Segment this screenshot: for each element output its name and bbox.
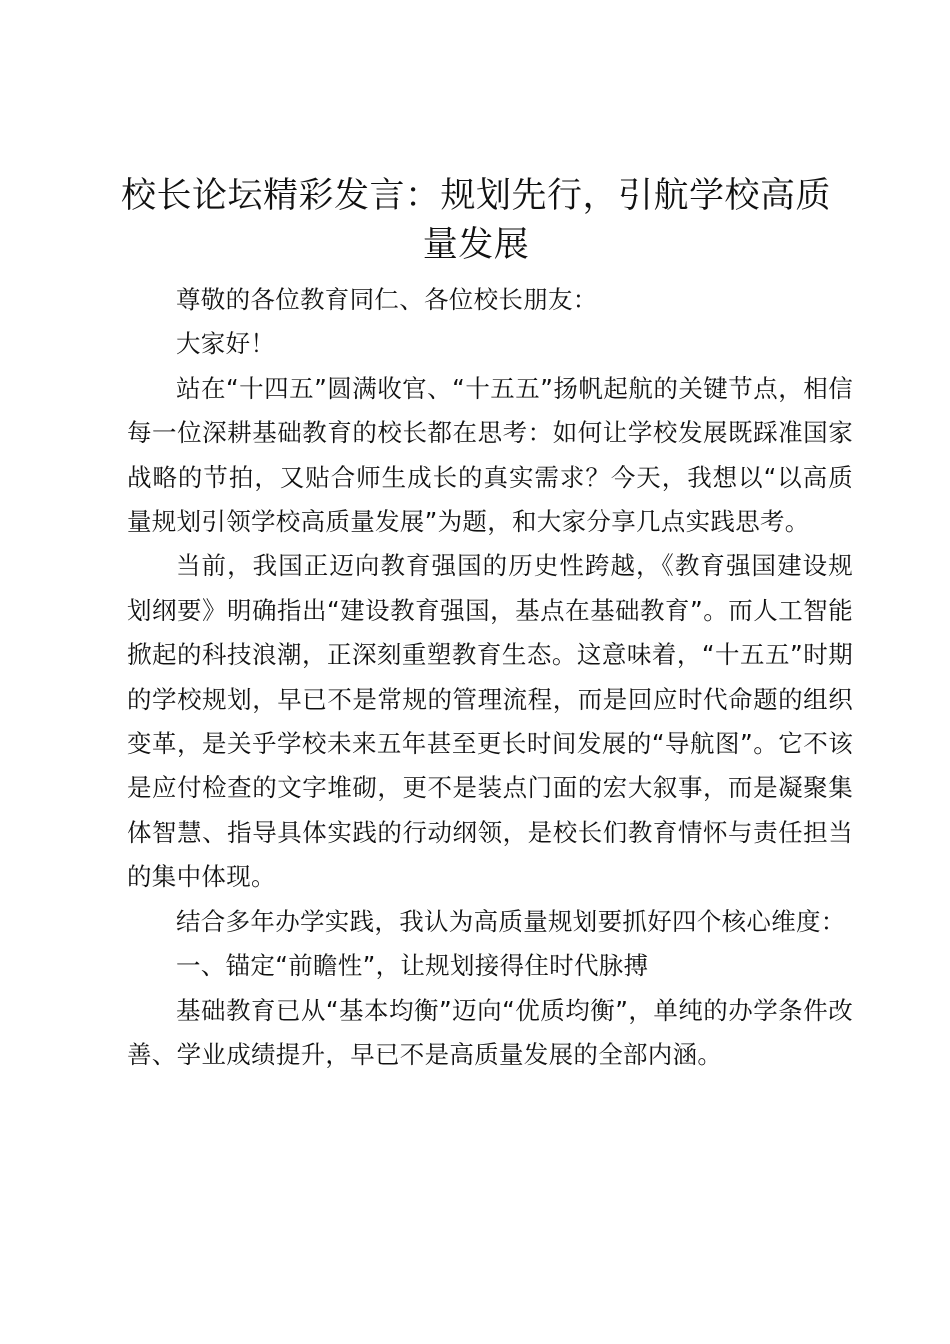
body-paragraph: 当前，我国正迈向教育强国的历史性跨越，《教育强国建设规划纲要》明确指出“建设教育强国，基点在基础教育”。而人工智能掀起的科技浪潮，正深刻重塑教育生态。这意味着，“十五五”时期的学校规划，早已不是常规的管理流程，而是回应时代命题的组织变革，是关乎学校未来五年甚至更长时间发展的“导航图”。它不该是应付检查的文字堆砌，更不是装点门面的宏大叙事，而是凝聚集体智慧、指导具体实践的行动纲领，是校长们教育情怀与责任担当的集中体现。: [127, 551, 853, 892]
body-paragraph: 结合多年办学实践，我认为高质量规划要抓好四个核心维度：: [176, 906, 846, 936]
document-title: 校长论坛精彩发言：规划先行，引航学校高质量发展: [120, 176, 831, 265]
salutation-paragraph: 尊敬的各位教育同仁、各位校长朋友：: [176, 285, 598, 314]
greeting-paragraph: 大家好！: [176, 329, 276, 359]
body-paragraph: 基础教育已从“基本均衡”迈向“优质均衡”，单纯的办学条件改善、学业成绩提升，早已不是高质量发展的全部内涵。: [127, 995, 853, 1069]
section-heading: 一、锚定“前瞻性”，让规划接得住时代脉搏: [176, 951, 649, 981]
document-body: [127, 278, 853, 1077]
body-paragraph: 站在“十四五”圆满收官、“十五五”扬帆起航的关键节点，相信每一位深耕基础教育的校长都在思考：如何让学校发展既踩准国家战略的节拍，又贴合师生成长的真实需求？今天，我想以“以高质量规划引领学校高质量发展”为题，和大家分享几点实践思考。: [127, 373, 853, 537]
